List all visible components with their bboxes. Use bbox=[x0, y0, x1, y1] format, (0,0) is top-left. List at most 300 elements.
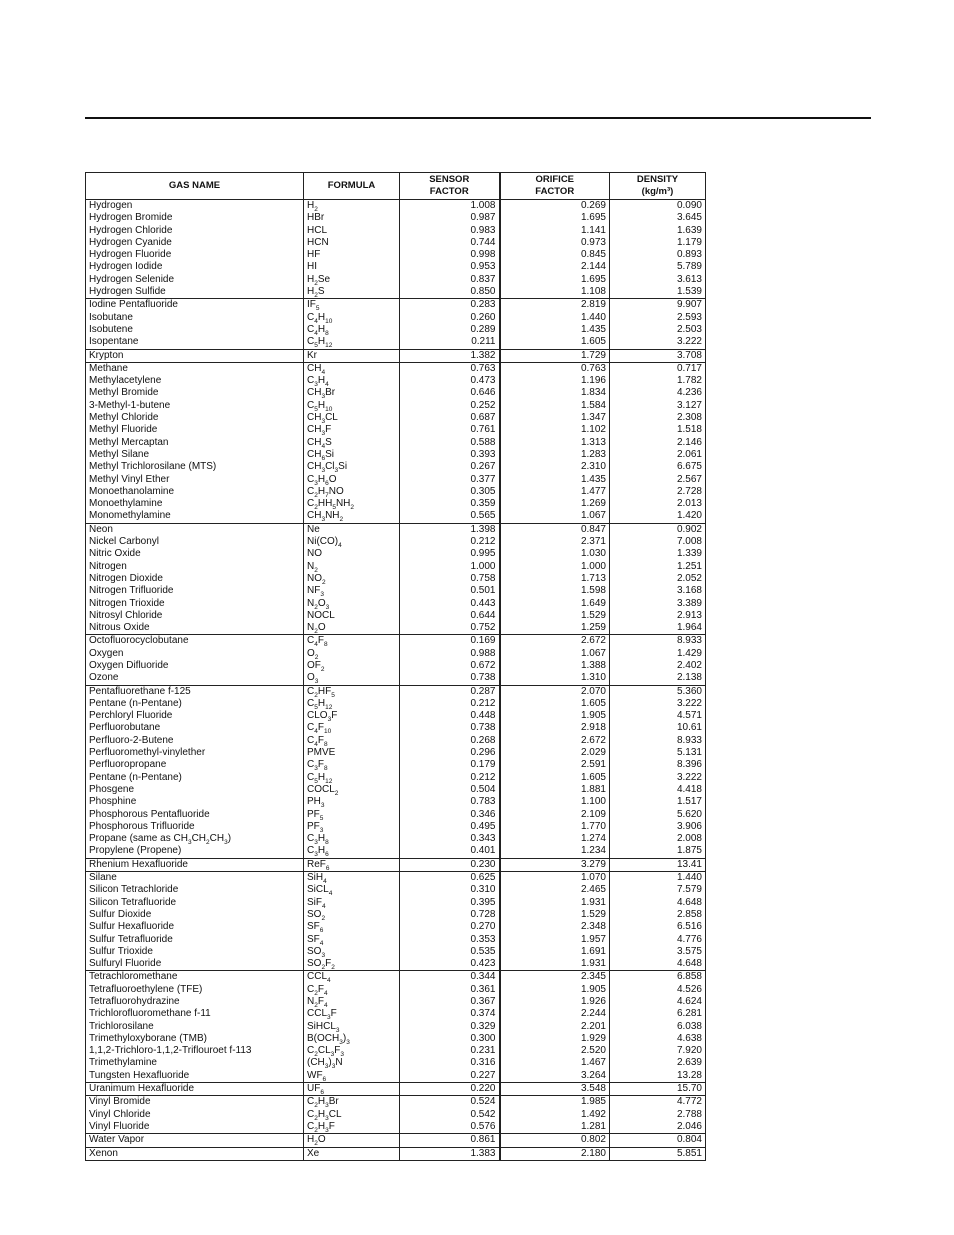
orifice-factor-cell: 1.102 bbox=[500, 424, 610, 436]
orifice-factor-cell: 1.274 bbox=[500, 833, 610, 845]
table-row bbox=[86, 1109, 706, 1121]
gas-name-cell: Perfluoropropane bbox=[86, 759, 304, 771]
gas-name-cell: 3-Methyl-1-butene bbox=[86, 400, 304, 412]
orifice-factor-cell: 2.465 bbox=[500, 884, 610, 896]
gas-name-cell: Nitrogen bbox=[86, 561, 304, 573]
density-cell: 5.620 bbox=[676, 808, 702, 820]
formula-cell: $B(OCH_3)_3$ bbox=[304, 1033, 400, 1045]
gas-name-cell: Phosgene bbox=[86, 784, 304, 796]
top-rule bbox=[85, 117, 871, 119]
table-row bbox=[86, 299, 706, 312]
gas-name-cell: Methyl Vinyl Ether bbox=[86, 474, 304, 486]
sensor-factor-cell: 0.343 bbox=[400, 833, 500, 845]
gas-name-cell: Trimethylamine bbox=[86, 1057, 304, 1069]
formula-cell: $NF_3$ bbox=[304, 585, 400, 597]
sensor-factor-cell: 0.296 bbox=[400, 747, 500, 759]
table-row bbox=[86, 1070, 706, 1083]
table-row bbox=[86, 1121, 706, 1134]
sensor-factor-cell: 0.672 bbox=[400, 660, 500, 672]
density-cell: 4.236 bbox=[676, 387, 702, 399]
gas-name-cell: Octofluorocyclobutane bbox=[86, 635, 304, 648]
gas-name-cell: Hydrogen Bromide bbox=[86, 212, 304, 224]
density-cell: 2.308 bbox=[676, 412, 702, 424]
density-cell: 2.913 bbox=[676, 609, 702, 621]
orifice-factor-cell: 2.345 bbox=[500, 971, 610, 984]
sensor-factor-cell: 0.283 bbox=[400, 299, 500, 312]
gas-name-cell: Pentane (n-Pentane) bbox=[86, 698, 304, 710]
sensor-factor-cell: 1.398 bbox=[400, 523, 500, 536]
sensor-factor-cell: 0.329 bbox=[400, 1021, 500, 1033]
density-cell: 7.920 bbox=[676, 1045, 702, 1057]
orifice-factor-cell: 0.847 bbox=[500, 523, 610, 536]
gas-name-cell: Methyl Bromide bbox=[86, 387, 304, 399]
density-cell: 3.708 bbox=[676, 349, 702, 361]
formula-cell: $C_3F_8$ bbox=[304, 759, 400, 771]
orifice-factor-cell: 1.691 bbox=[500, 946, 610, 958]
gas-name-cell: Nitrogen Dioxide bbox=[86, 573, 304, 585]
formula-cell: HF bbox=[304, 249, 400, 261]
density-cell: 5.360 bbox=[676, 685, 702, 697]
table-row bbox=[86, 212, 706, 224]
table-row bbox=[86, 249, 706, 261]
sensor-factor-cell: 0.289 bbox=[400, 324, 500, 336]
orifice-factor-cell: 2.310 bbox=[500, 461, 610, 473]
formula-cell: $N_2O$ bbox=[304, 622, 400, 635]
orifice-factor-cell: 3.264 bbox=[500, 1070, 610, 1083]
gas-name-cell: Phosphorous Trifluoride bbox=[86, 821, 304, 833]
gas-group bbox=[86, 1134, 706, 1147]
sensor-factor-cell: 0.423 bbox=[400, 958, 500, 971]
sensor-factor-cell: 0.988 bbox=[400, 648, 500, 660]
sensor-factor-cell: 0.169 bbox=[400, 635, 500, 648]
gas-name-cell: Methane bbox=[86, 362, 304, 375]
orifice-factor-cell: 1.985 bbox=[500, 1096, 610, 1109]
gas-name-cell: Krypton bbox=[86, 349, 304, 362]
sensor-factor-cell: 0.998 bbox=[400, 249, 500, 261]
sensor-factor-cell: 0.212 bbox=[400, 536, 500, 548]
gas-group bbox=[86, 523, 706, 635]
gas-name-cell: Nitrosyl Chloride bbox=[86, 610, 304, 622]
formula-cell: HCL bbox=[304, 225, 400, 237]
table-row bbox=[86, 622, 706, 635]
orifice-factor-cell: 2.371 bbox=[500, 536, 610, 548]
orifice-factor-cell: 1.000 bbox=[500, 561, 610, 573]
sensor-factor-cell: 0.501 bbox=[400, 585, 500, 597]
sensor-factor-cell: 0.316 bbox=[400, 1057, 500, 1069]
table-row bbox=[86, 375, 706, 387]
density-cell: 3.127 bbox=[676, 399, 702, 411]
gas-name-cell: Isobutane bbox=[86, 312, 304, 324]
orifice-factor-cell: 2.918 bbox=[500, 722, 610, 734]
gas-name-cell: Hydrogen Cyanide bbox=[86, 237, 304, 249]
orifice-factor-cell: 1.649 bbox=[500, 598, 610, 610]
sensor-factor-cell: 0.728 bbox=[400, 909, 500, 921]
gas-name-cell: Propane (same as $CH_3CH_2CH_3$) bbox=[86, 833, 304, 845]
sensor-factor-cell: 0.588 bbox=[400, 437, 500, 449]
sensor-factor-cell: 0.211 bbox=[400, 336, 500, 349]
formula-cell: $C_5H_{10}$ bbox=[304, 400, 400, 412]
orifice-factor-cell: 1.584 bbox=[500, 400, 610, 412]
gas-name-cell: Tetrafluoroethylene (TFE) bbox=[86, 984, 304, 996]
density-cell: 2.788 bbox=[676, 1108, 702, 1120]
table-row bbox=[86, 648, 706, 660]
density-cell: 8.933 bbox=[676, 734, 702, 746]
table-row bbox=[86, 660, 706, 672]
table-row bbox=[86, 362, 706, 375]
table-row bbox=[86, 772, 706, 784]
formula-cell: $IF_5$ bbox=[304, 299, 400, 312]
formula-cell: $CH_3F$ bbox=[304, 424, 400, 436]
density-cell: 1.517 bbox=[676, 796, 702, 808]
formula-cell: Kr bbox=[304, 349, 400, 362]
table-row bbox=[86, 387, 706, 399]
orifice-factor-cell: 1.695 bbox=[500, 274, 610, 286]
gas-name-cell: Rhenium Hexafluoride bbox=[86, 858, 304, 871]
table-row bbox=[86, 510, 706, 523]
orifice-factor-cell: 1.067 bbox=[500, 510, 610, 523]
sensor-factor-cell: 0.212 bbox=[400, 698, 500, 710]
formula-cell: $CCL_3F$ bbox=[304, 1008, 400, 1020]
sensor-factor-cell: 0.504 bbox=[400, 784, 500, 796]
table-row bbox=[86, 710, 706, 722]
density-cell: 0.902 bbox=[676, 523, 702, 535]
gas-name-cell: Vinyl Bromide bbox=[86, 1096, 304, 1109]
orifice-factor-cell: 1.388 bbox=[500, 660, 610, 672]
table-row bbox=[86, 747, 706, 759]
orifice-factor-cell: 1.435 bbox=[500, 324, 610, 336]
gas-name-cell: Nitric Oxide bbox=[86, 548, 304, 560]
density-cell: 6.281 bbox=[676, 1008, 702, 1020]
table-row bbox=[86, 225, 706, 237]
sensor-factor-cell: 1.000 bbox=[400, 561, 500, 573]
gas-factor-table bbox=[85, 172, 706, 1161]
formula-cell: $CH_3Cl_3Si$ bbox=[304, 461, 400, 473]
gas-name-cell: Hydrogen Iodide bbox=[86, 261, 304, 273]
orifice-factor-cell: 1.605 bbox=[500, 336, 610, 349]
density-cell: 6.516 bbox=[676, 921, 702, 933]
gas-name-cell: Nitrogen Trioxide bbox=[86, 598, 304, 610]
formula-cell: $H_2S$ bbox=[304, 286, 400, 299]
gas-group bbox=[86, 872, 706, 971]
sensor-factor-cell: 0.448 bbox=[400, 710, 500, 722]
formula-cell: HI bbox=[304, 261, 400, 273]
orifice-factor-cell: 1.598 bbox=[500, 585, 610, 597]
sensor-factor-cell: 0.212 bbox=[400, 772, 500, 784]
density-cell: 3.222 bbox=[676, 771, 702, 783]
gas-name-cell: Isopentane bbox=[86, 336, 304, 349]
table-row bbox=[86, 884, 706, 896]
formula-cell: $C_4F_8$ bbox=[304, 735, 400, 747]
gas-name-cell: Methyl Silane bbox=[86, 449, 304, 461]
table-row bbox=[86, 349, 706, 362]
density-cell: 13.41 bbox=[676, 858, 702, 870]
table-row bbox=[86, 573, 706, 585]
formula-cell: $SO_2$ bbox=[304, 909, 400, 921]
gas-name-cell: Isobutene bbox=[86, 324, 304, 336]
sensor-factor-cell: 0.252 bbox=[400, 400, 500, 412]
sensor-factor-cell: 0.752 bbox=[400, 622, 500, 635]
density-cell: 3.645 bbox=[676, 212, 702, 224]
gas-name-cell: Hydrogen Chloride bbox=[86, 225, 304, 237]
gas-name-cell: Oxygen bbox=[86, 648, 304, 660]
sensor-factor-cell: 0.393 bbox=[400, 449, 500, 461]
table-row bbox=[86, 400, 706, 412]
gas-name-cell: Methyl Mercaptan bbox=[86, 437, 304, 449]
density-cell: 2.593 bbox=[676, 311, 702, 323]
orifice-factor-cell: 3.548 bbox=[500, 1083, 610, 1096]
gas-group bbox=[86, 349, 706, 362]
table-row bbox=[86, 449, 706, 461]
orifice-factor-cell: 1.259 bbox=[500, 622, 610, 635]
table-row bbox=[86, 784, 706, 796]
orifice-factor-cell: 2.348 bbox=[500, 921, 610, 933]
orifice-factor-cell: 2.144 bbox=[500, 261, 610, 273]
sensor-factor-cell: 0.837 bbox=[400, 274, 500, 286]
orifice-factor-cell: 1.108 bbox=[500, 286, 610, 299]
table-row bbox=[86, 934, 706, 946]
gas-name-cell: Phosphorous Pentafluoride bbox=[86, 809, 304, 821]
orifice-factor-cell: 1.067 bbox=[500, 648, 610, 660]
sensor-factor-cell: 0.987 bbox=[400, 212, 500, 224]
orifice-factor-cell: 1.605 bbox=[500, 772, 610, 784]
orifice-factor-cell: 1.770 bbox=[500, 821, 610, 833]
formula-cell: $CH_3CL$ bbox=[304, 412, 400, 424]
sensor-factor-cell: 0.783 bbox=[400, 796, 500, 808]
gas-name-cell: Pentafluorethane f-125 bbox=[86, 685, 304, 698]
orifice-factor-cell: 0.802 bbox=[500, 1134, 610, 1147]
density-cell: 5.851 bbox=[676, 1147, 702, 1159]
table-row bbox=[86, 412, 706, 424]
density-cell: 13.28 bbox=[676, 1069, 702, 1081]
gas-name-cell: Nitrogen Trifluoride bbox=[86, 585, 304, 597]
orifice-factor-cell: 1.440 bbox=[500, 312, 610, 324]
density-cell: 1.539 bbox=[676, 286, 702, 298]
sensor-factor-cell: 0.625 bbox=[400, 872, 500, 885]
density-cell: 3.389 bbox=[676, 597, 702, 609]
sensor-factor-cell: 0.687 bbox=[400, 412, 500, 424]
orifice-factor-cell: 1.931 bbox=[500, 958, 610, 971]
table-row bbox=[86, 536, 706, 548]
table-row bbox=[86, 971, 706, 984]
orifice-factor-cell: 1.929 bbox=[500, 1033, 610, 1045]
sensor-factor-cell: 0.535 bbox=[400, 946, 500, 958]
orifice-factor-cell: 1.313 bbox=[500, 437, 610, 449]
formula-cell: $C_2H_3F$ bbox=[304, 1121, 400, 1134]
orifice-factor-cell: 2.819 bbox=[500, 299, 610, 312]
table-row bbox=[86, 698, 706, 710]
formula-cell: $UF_6$ bbox=[304, 1083, 400, 1096]
orifice-factor-cell: 1.605 bbox=[500, 698, 610, 710]
table-row bbox=[86, 424, 706, 436]
gas-group bbox=[86, 858, 706, 871]
sensor-factor-cell: 0.300 bbox=[400, 1033, 500, 1045]
table-row bbox=[86, 722, 706, 734]
gas-name-cell: Hydrogen Sulfide bbox=[86, 286, 304, 299]
formula-cell: $C_2HF_5$ bbox=[304, 685, 400, 698]
formula-cell: $SF_4$ bbox=[304, 934, 400, 946]
formula-cell: $WF_6$ bbox=[304, 1070, 400, 1083]
density-cell: 2.402 bbox=[676, 659, 702, 671]
gas-name-cell: Tetrafluorohydrazine bbox=[86, 996, 304, 1008]
table-row bbox=[86, 845, 706, 858]
orifice-factor-cell: 0.763 bbox=[500, 362, 610, 375]
density-cell: 8.933 bbox=[676, 635, 702, 647]
formula-cell: $C_2H_3Br$ bbox=[304, 1096, 400, 1109]
formula-cell: $C_5H_{12}$ bbox=[304, 336, 400, 349]
formula-cell: $C_5H_{12}$ bbox=[304, 772, 400, 784]
formula-cell: $PH_3$ bbox=[304, 796, 400, 808]
orifice-factor-cell: 1.196 bbox=[500, 375, 610, 387]
formula-cell: $SO_3$ bbox=[304, 946, 400, 958]
density-cell: 2.013 bbox=[676, 498, 702, 510]
formula-cell: HBr bbox=[304, 212, 400, 224]
orifice-factor-cell: 0.973 bbox=[500, 237, 610, 249]
density-cell: 4.638 bbox=[676, 1032, 702, 1044]
formula-cell: $N_2O_3$ bbox=[304, 598, 400, 610]
formula-cell: $C_2H_3CL$ bbox=[304, 1109, 400, 1121]
table-row bbox=[86, 897, 706, 909]
density-cell: 2.061 bbox=[676, 448, 702, 460]
table-row bbox=[86, 984, 706, 996]
header-sensor-factor: SENSOR FACTOR bbox=[400, 173, 500, 200]
formula-cell: Ne bbox=[304, 523, 400, 536]
orifice-factor-cell: 2.201 bbox=[500, 1021, 610, 1033]
formula-cell: $H_2Se$ bbox=[304, 274, 400, 286]
gas-name-cell: Sulfur Trioxide bbox=[86, 946, 304, 958]
sensor-factor-cell: 1.383 bbox=[400, 1147, 500, 1160]
table-row bbox=[86, 274, 706, 286]
gas-name-cell: Trichlorosilane bbox=[86, 1021, 304, 1033]
gas-name-cell: Phosphine bbox=[86, 796, 304, 808]
gas-group bbox=[86, 1096, 706, 1134]
density-cell: 15.70 bbox=[676, 1083, 702, 1095]
gas-name-cell: Nickel Carbonyl bbox=[86, 536, 304, 548]
table-row bbox=[86, 858, 706, 871]
sensor-factor-cell: 0.995 bbox=[400, 548, 500, 560]
table-row bbox=[86, 437, 706, 449]
density-cell: 1.440 bbox=[676, 872, 702, 884]
gas-name-cell: Ozone bbox=[86, 672, 304, 685]
gas-name-cell: Propylene (Propene) bbox=[86, 845, 304, 858]
table-row bbox=[86, 921, 706, 933]
table-row bbox=[86, 1045, 706, 1057]
gas-group bbox=[86, 362, 706, 523]
table-row bbox=[86, 1083, 706, 1096]
gas-name-cell: Methyl Chloride bbox=[86, 412, 304, 424]
formula-cell: $CH_4$ bbox=[304, 362, 400, 375]
table-row bbox=[86, 598, 706, 610]
gas-name-cell: Perfluoromethyl-vinylether bbox=[86, 747, 304, 759]
table-row bbox=[86, 1134, 706, 1147]
formula-cell: PMVE bbox=[304, 747, 400, 759]
sensor-factor-cell: 0.738 bbox=[400, 722, 500, 734]
density-cell: 4.624 bbox=[676, 996, 702, 1007]
table-row bbox=[86, 461, 706, 473]
sensor-factor-cell: 0.267 bbox=[400, 461, 500, 473]
gas-name-cell: Vinyl Fluoride bbox=[86, 1121, 304, 1134]
table-row bbox=[86, 1096, 706, 1109]
orifice-factor-cell: 0.845 bbox=[500, 249, 610, 261]
density-cell: 4.526 bbox=[676, 983, 702, 995]
density-cell: 8.396 bbox=[676, 759, 702, 771]
table-row bbox=[86, 1021, 706, 1033]
gas-name-cell: Xenon bbox=[86, 1147, 304, 1160]
density-cell: 4.571 bbox=[676, 710, 702, 722]
sensor-factor-cell: 1.008 bbox=[400, 200, 500, 213]
sensor-factor-cell: 0.346 bbox=[400, 809, 500, 821]
sensor-factor-cell: 0.344 bbox=[400, 971, 500, 984]
gas-group bbox=[86, 1147, 706, 1160]
gas-group bbox=[86, 685, 706, 858]
density-cell: 3.575 bbox=[676, 945, 702, 957]
sensor-factor-cell: 0.179 bbox=[400, 759, 500, 771]
gas-name-cell: Sulfur Hexafluoride bbox=[86, 921, 304, 933]
density-cell: 4.772 bbox=[676, 1096, 702, 1108]
orifice-factor-cell: 1.141 bbox=[500, 225, 610, 237]
density-cell: 7.008 bbox=[676, 536, 702, 548]
gas-name-cell: 1,1,2-Trichloro-1,1,2-Triflouroet f-113 bbox=[86, 1045, 304, 1057]
gas-name-cell: Vinyl Chloride bbox=[86, 1109, 304, 1121]
density-cell: 0.090 bbox=[676, 200, 702, 211]
table-row bbox=[86, 833, 706, 845]
sensor-factor-cell: 0.495 bbox=[400, 821, 500, 833]
sensor-factor-cell: 0.260 bbox=[400, 312, 500, 324]
gas-name-cell: Hydrogen Fluoride bbox=[86, 249, 304, 261]
sensor-factor-cell: 0.395 bbox=[400, 897, 500, 909]
formula-cell: $C_2H_7NO$ bbox=[304, 486, 400, 498]
sensor-factor-cell: 0.744 bbox=[400, 237, 500, 249]
formula-cell: SiHCL$_3$ bbox=[304, 1021, 400, 1033]
density-cell: 1.251 bbox=[676, 560, 702, 572]
gas-name-cell: Trimethyloxyborane (TMB) bbox=[86, 1033, 304, 1045]
sensor-factor-cell: 0.758 bbox=[400, 573, 500, 585]
gas-group bbox=[86, 635, 706, 685]
table-row bbox=[86, 685, 706, 698]
gas-name-cell: Water Vapor bbox=[86, 1134, 304, 1147]
gas-name-cell: Hydrogen Selenide bbox=[86, 274, 304, 286]
formula-cell: $C_4F_{10}$ bbox=[304, 722, 400, 734]
orifice-factor-cell: 1.030 bbox=[500, 548, 610, 560]
formula-cell: Xe bbox=[304, 1147, 400, 1160]
table-row bbox=[86, 821, 706, 833]
formula-cell: $C_3H_8$ bbox=[304, 833, 400, 845]
sensor-factor-cell: 0.953 bbox=[400, 261, 500, 273]
header-formula: FORMULA bbox=[304, 173, 400, 200]
orifice-factor-cell: 2.180 bbox=[500, 1147, 610, 1160]
density-cell: 0.893 bbox=[676, 249, 702, 261]
sensor-factor-cell: 0.310 bbox=[400, 884, 500, 896]
table-row bbox=[86, 958, 706, 971]
header-orifice-factor: ORIFICE FACTOR bbox=[500, 173, 610, 200]
gas-name-cell: Methyl Trichlorosilane (MTS) bbox=[86, 461, 304, 473]
gas-name-cell: Iodine Pentafluoride bbox=[86, 299, 304, 312]
gas-name-cell: Uranimum Hexafluoride bbox=[86, 1083, 304, 1096]
table-row bbox=[86, 610, 706, 622]
orifice-factor-cell: 1.283 bbox=[500, 449, 610, 461]
orifice-factor-cell: 1.926 bbox=[500, 996, 610, 1008]
table-row bbox=[86, 796, 706, 808]
sensor-factor-cell: 1.382 bbox=[400, 349, 500, 362]
formula-cell: $N_2$ bbox=[304, 561, 400, 573]
formula-cell: $CH_6Si$ bbox=[304, 449, 400, 461]
orifice-factor-cell: 1.881 bbox=[500, 784, 610, 796]
table-row bbox=[86, 635, 706, 648]
gas-name-cell: Tetrachloromethane bbox=[86, 971, 304, 984]
table-row bbox=[86, 1008, 706, 1020]
density-cell: 7.579 bbox=[676, 884, 702, 896]
table-row bbox=[86, 486, 706, 498]
orifice-factor-cell: 1.529 bbox=[500, 909, 610, 921]
